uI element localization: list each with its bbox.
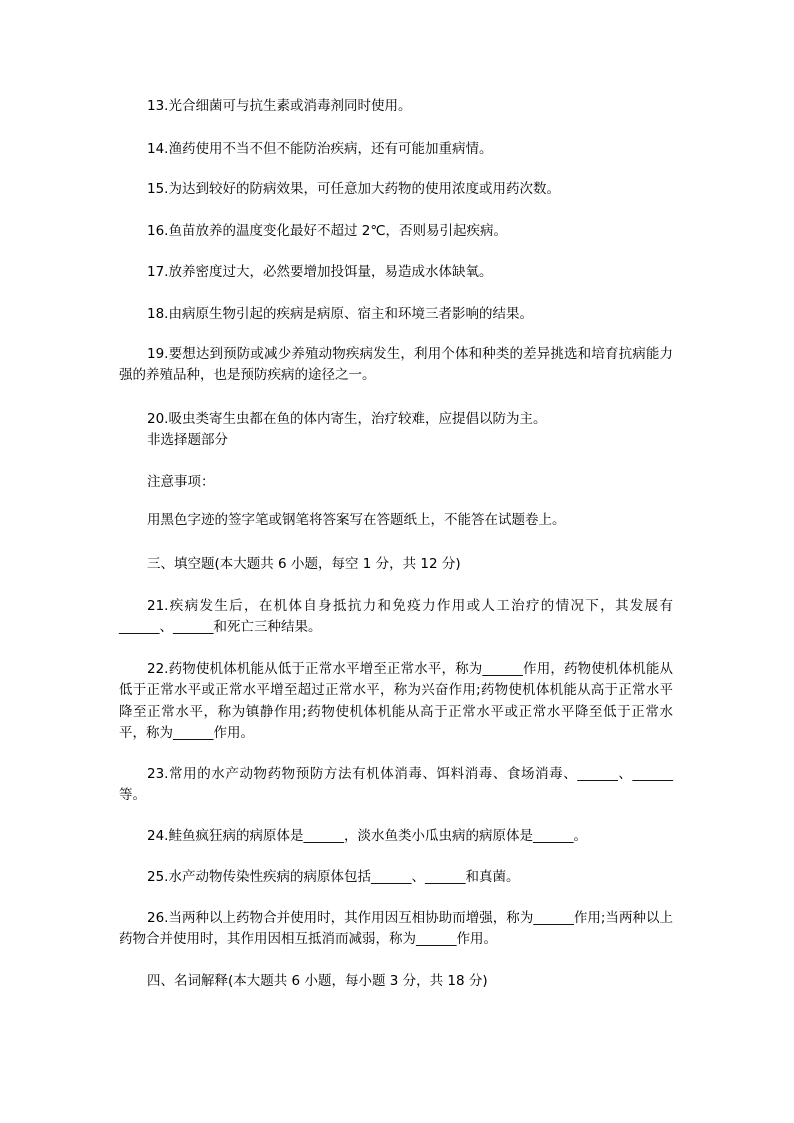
notes-text: 用黑色字迹的签字笔或钢笔将答案写在答题纸上，不能答在试题卷上。 [147,512,566,528]
question-21: 21.疾病发生后，在机体自身抵抗力和免疫力作用或人工治疗的情况下，其发展有______、______和死亡三种结果。 [119,598,673,636]
question-26: 26.当两种以上药物合并使用时，其作用因互相协助而增强，称为______作用;当两种以上药物合并使用时，其作用因相互抵消而减弱，称为______作用。 [119,910,673,948]
question-17: 17.放养密度过大，必然要增加投饵量，易造成水体缺氧。 [147,264,493,280]
question-19: 19.要想达到预防或减少养殖动物疾病发生，利用个体和种类的差异挑选和培育抗病能力强的养殖品种，也是预防疾病的途径之一。 [119,346,673,384]
question-18: 18.由病原生物引起的疾病是病原、宿主和环境三者影响的结果。 [147,306,533,322]
question-23: 23.常用的水产动物药物预防方法有机体消毒、饵料消毒、食场消毒、______、______等。 [119,766,673,804]
question-25: 25.水产动物传染性疾病的病原体包括______、______和真菌。 [147,869,520,885]
question-15: 15.为达到较好的防病效果，可任意加大药物的使用浓度或用药次数。 [147,181,560,197]
question-16: 16.鱼苗放养的温度变化最好不超过 2℃，否则易引起疾病。 [147,223,508,239]
question-14: 14.渔药使用不当不但不能防治疾病，还有可能加重病情。 [147,141,493,157]
question-24: 24.鲑鱼疯狂病的病原体是______，淡水鱼类小瓜虫病的病原体是______。 [147,828,587,844]
question-22: 22.药物使机体机能从低于正常水平增至正常水平，称为______作用，药物使机体机能从低于正常水平或正常水平增至超过正常水平，称为兴奋作用;药物使机体机能从高于正常水平降至正常水平，称为镇静作用;药物使机体机能从高于正常水平或正常水平降至低于正常水平，称为______作用。 [119,661,673,741]
question-20: 20.吸虫类寄生虫都在鱼的体内寄生，治疗较难，应提倡以防为主。 [147,411,547,427]
question-13: 13.光合细菌可与抗生素或消毒剂同时使用。 [147,98,412,114]
section-heading-definitions: 四、名词解释(本大题共 6 小题，每小题 3 分，共 18 分) [147,973,488,989]
section-heading-non-choice: 非选择题部分 [147,432,228,448]
notes-heading: 注意事项： [147,474,215,490]
section-heading-fill-in: 三、填空题(本大题共 6 小题，每空 1 分，共 12 分) [147,556,461,572]
